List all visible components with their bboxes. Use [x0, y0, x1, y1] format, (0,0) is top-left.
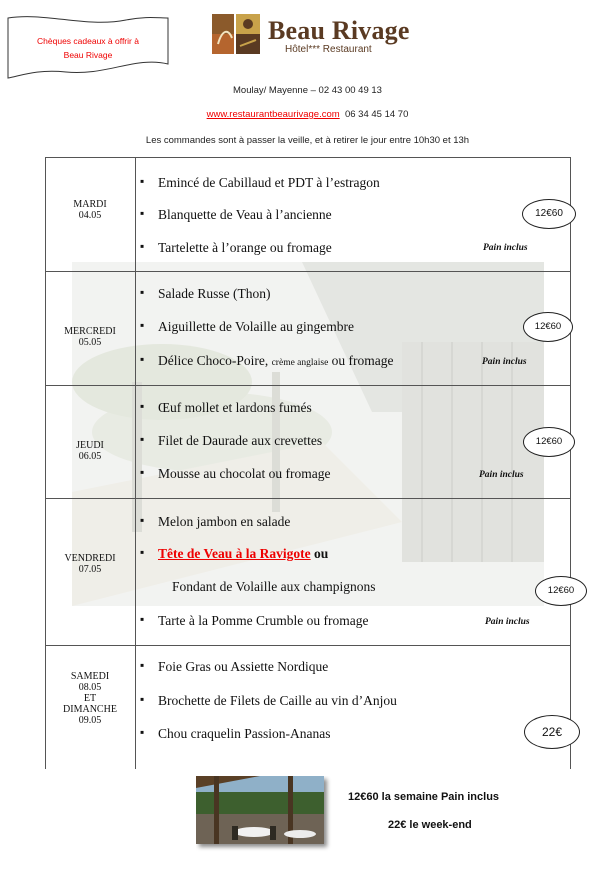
gift-voucher-banner: [6, 14, 170, 80]
day-label-mercredi: MERCREDI 05.05: [64, 326, 116, 348]
price-badge: 22€: [524, 715, 580, 749]
bread-included-note: Pain inclus: [483, 243, 528, 253]
menu-item: ▪ Aiguillette de Volaille au gingembre: [158, 319, 354, 335]
menu-item: ▪ Tartelette à l’orange ou fromage: [158, 240, 332, 256]
address-line: Moulay/ Mayenne – 02 43 00 49 13: [233, 85, 382, 96]
restaurant-terrace-photo: [196, 776, 334, 852]
menu-item: ▪ Blanquette de Veau à l’ancienne: [158, 207, 332, 223]
orders-note: Les commandes sont à passer la veille, et à retirer le jour entre 10h30 et 13h: [145, 135, 470, 146]
restaurant-name: Beau Rivage: [268, 16, 410, 45]
weekday-price-note: 12€60 la semaine Pain inclus: [348, 791, 500, 803]
restaurant-logo-icon: [212, 14, 260, 54]
bread-included-note: Pain inclus: [485, 617, 530, 627]
menu-item: ▪ Œuf mollet et lardons fumés: [158, 400, 312, 416]
day-label-weekend: SAMEDI 08.05 ET DIMANCHE 09.05: [63, 671, 117, 726]
banner-line-2: Beau Rivage: [63, 50, 113, 60]
website-link[interactable]: www.restaurantbeaurivage.com: [206, 109, 340, 120]
menu-item: ▪ Brochette de Filets de Caille au vin d’Anjou: [158, 693, 397, 709]
menu-item: ▪ Tarte à la Pomme Crumble ou fromage: [158, 613, 369, 629]
menu-item: ▪ Délice Choco-Poire, crème anglaise ou fromage: [158, 353, 394, 369]
menu-item: ▪ Mousse au chocolat ou fromage: [158, 466, 330, 482]
price-badge: 12€60: [523, 427, 575, 457]
bread-included-note: Pain inclus: [479, 470, 524, 480]
menu-item: ▪ Emincé de Cabillaud et PDT à l’estragon: [158, 175, 380, 191]
menu-item: ▪ Melon jambon en salade: [158, 514, 290, 530]
web-line: [0, 109, 615, 120]
price-badge: 12€60: [523, 312, 573, 342]
banner-line-1: Chèques cadeaux à offrir à: [37, 36, 139, 46]
restaurant-subtitle: Hôtel*** Restaurant: [285, 44, 372, 55]
menu-item: ▪ Filet de Daurade aux crevettes: [158, 433, 322, 449]
price-badge: 12€60: [535, 576, 587, 606]
menu-item: ▪ Salade Russe (Thon): [158, 286, 270, 302]
price-badge: 12€60: [522, 199, 576, 229]
menu-item: ▪ Tête de Veau à la Ravigote ou: [158, 546, 328, 562]
weekend-price-note: 22€ le week-end: [388, 819, 472, 831]
bread-included-note: Pain inclus: [482, 357, 527, 367]
weekly-menu-table: [45, 157, 575, 769]
mobile-number: 06 34 45 14 70: [344, 109, 409, 120]
day-label-mardi: MARDI 04.05: [73, 199, 107, 221]
menu-item: ▪ Chou craquelin Passion-Ananas: [158, 726, 330, 742]
menu-item: Fondant de Volaille aux champignons: [172, 579, 376, 594]
day-label-jeudi: JEUDI 06.05: [76, 440, 104, 462]
day-label-vendredi: VENDREDI 07.05: [64, 553, 116, 575]
menu-item: ▪ Foie Gras ou Assiette Nordique: [158, 659, 328, 675]
